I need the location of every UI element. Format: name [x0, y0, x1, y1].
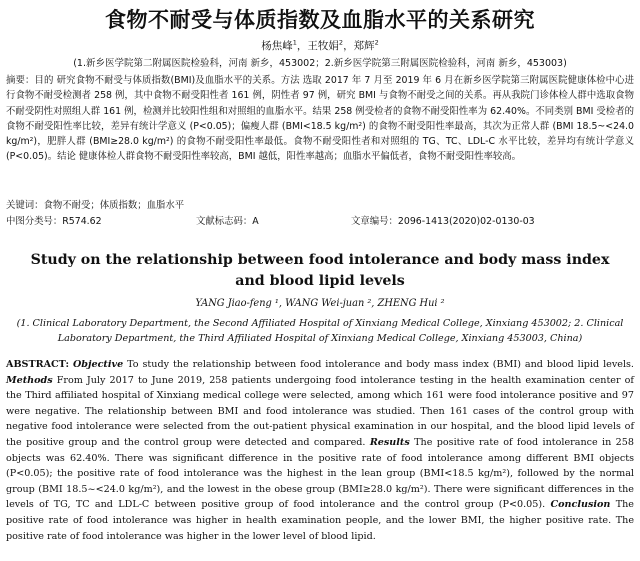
objective-text: To study the relationship between food intolerance and body mass index (BMI) and blood lipid levels. [127, 359, 634, 370]
article-id-label: 文章编号： [351, 216, 398, 227]
conclusion-text: The positive rate of food intolerance was higher in health examination people, and the lower BMI, the higher positive rate. The positive rate of food intolerance was higher in the lower level of blood lipid. [6, 499, 634, 542]
author-3: 郑辉 [353, 40, 375, 52]
chinese-authors [0, 38, 640, 53]
english-abstract-label: ABSTRACT: [6, 359, 70, 370]
keywords-text: 食物不耐受；体质指数；血脂水平 [43, 200, 185, 211]
author-2-affil-mark: 2 [338, 38, 344, 47]
author-1: 杨焦峰 [261, 40, 293, 52]
results-text: The positive rate of food intolerance in 258 objects was 62.40%. There was significant difference in the positive rate of food intolerance among different BMI objects (P<0.05); the positive rate of food intolerance was the highest in the lean group (BMI<18.5 kg/m²), followed by the normal group (BMI 18.5~<24.0 kg/m²), and the lowest in the obese group (BMI≥28.0 kg/m²). There were significant differences in the levels of TG, TC and LDL-C between positive group of food intolerance and the control group (P<0.05). [6, 436, 634, 511]
clc-field [6, 213, 196, 227]
clc-value: R574.62 [62, 216, 102, 227]
conclusion-label: Conclusion [550, 499, 611, 511]
english-authors: YANG Jiao-feng ¹, WANG Wei-juan ², ZHENG Hui ² [195, 298, 445, 309]
keywords-label: 关键词： [6, 200, 44, 211]
chinese-affiliation: (1.新乡医学院第二附属医院检验科，河南 新乡，453002；2.新乡医学院第三附属医院检验科，河南 新乡，453003) [73, 58, 567, 69]
classification-line [6, 213, 634, 227]
article-id-value: 2096-1413(2020)02-0130-03 [397, 216, 535, 227]
chinese-keywords [6, 197, 634, 211]
author-separator: ， [296, 40, 308, 52]
author-separator: ， [343, 40, 354, 52]
english-affiliation: (1. Clinical Laboratory Department, the Second Affiliated Hospital of Xinxiang Medical College, Xinxiang 453002; 2. Clinical Laboratory Department, the Third Affiliated Hospital of Xinxiang Medical College, Xinxiang 453003, China) [16, 318, 624, 344]
results-label: Results [369, 436, 410, 448]
doc-code-field [196, 213, 351, 227]
english-title: Study on the relationship between food intolerance and body mass index and blood lipid levels [30, 252, 610, 289]
methods-label: Methods [6, 374, 53, 386]
methods-text: From July 2017 to June 2019, 258 patients undergoing food intolerance testing in the health examination center of the Third affiliated hospital of Xinxiang medical college were selected, among which 161 were food intolerance positive and 97 were negative. The relationship between BMI and food intolerance was studied. Then 161 cases of the control group with negative food intolerance were selected from the out-patient physical examination in our hospital, and the blood lipid levels of the positive group and the control group were detected and compared. [6, 374, 634, 448]
chinese-abstract [6, 73, 634, 165]
article-id-field [351, 213, 535, 227]
english-abstract [6, 357, 634, 544]
author-1-affil-mark: 1 [292, 38, 297, 47]
author-3-affil-mark: 2 [374, 38, 379, 47]
chinese-abstract-text: 目的 研究食物不耐受与体质指数(BMI)及血脂水平的关系。方法 选取 2017 年 7 月至 2019 年 6 月在新乡医学院第三附属医院健康体检中心进行食物不耐受检测者 258 例，其中食物不耐受阳性者 161 例，阴性者 97 例，研究 BMI 与食物不耐受之间的关系。再从我院门诊体检人群中选取食物不耐受阴性对照组人群 161 例，检测并比较阳性组和对照组的血脂水平。结果 258 例受检者的食物不耐受阳性率为 62.40%。不同类别 BMI 受检者的食物不耐受阳性率比较，差异有统计学意义 (P<0.05)；偏瘦人群 (BMI<18.5 kg/m²) 的食物不耐受阳性率最高，其次为正常人群 (BMI 18.5~<24.0 kg/m²)，肥胖人群 (BMI≥28.0 kg/m²) 的食物不耐受阳性率最低。食物不耐受阳性者和对照组的 TG、TC、LDL-C 水平比较，差异均有统计学意义 (P<0.05)。结论 健康体检人群食物不耐受阳性率较高，BMI 越低，阳性率越高；血脂水平偏低者，食物不耐受阳性率较高。 [6, 75, 634, 163]
chinese-title: 食物不耐受与体质指数及血脂水平的关系研究 [105, 8, 535, 32]
doc-code-value: A [252, 216, 259, 227]
author-2: 王牧娟 [307, 40, 339, 52]
clc-label: 中图分类号： [6, 216, 63, 227]
doc-code-label: 文献标志码： [196, 216, 253, 227]
objective-label: Objective [72, 359, 124, 370]
chinese-abstract-label: 摘要： [6, 75, 35, 86]
